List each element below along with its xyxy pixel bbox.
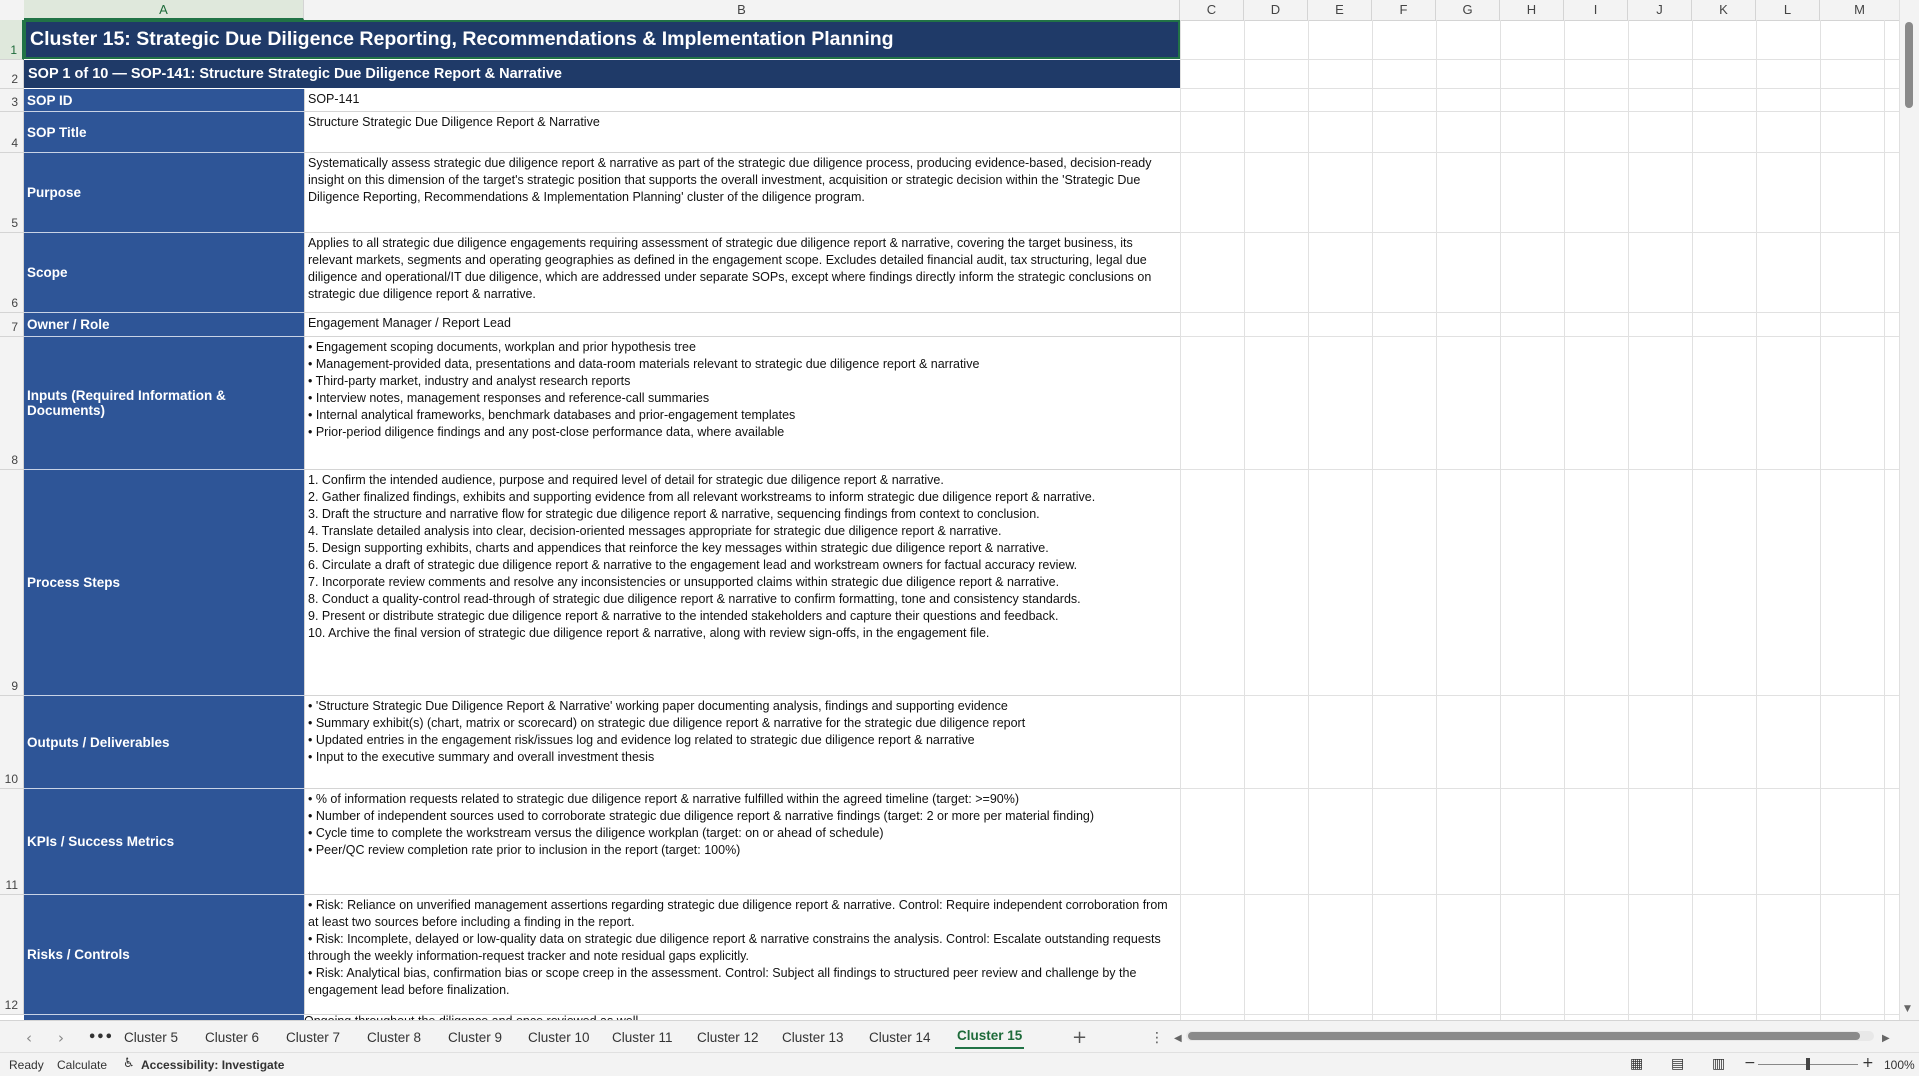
tab-cluster-12[interactable]: Cluster 12 [697,1030,759,1045]
value-risks-controls[interactable]: • Risk: Reliance on unverified management assertions regarding strategic due diligence report & narrative. Control: Require independent corroboration from at least two sources before including a finding in the report. • Risk: Incomplete, delayed or low-quality data on strategic due diligence report & narrative constrains the analysis. Control: Escalate outstanding requests through the weekly information-request tracker and note residual gaps explicitly. • Risk: Analytical bias, confirmation bias or scope creep in the assessment. Control: Subject all findings to structured peer review and challenge by the engagement lead before finalization. [304,895,1180,1015]
tab-cluster-15[interactable]: Cluster 15 [955,1025,1024,1049]
zoom-out-icon[interactable]: − [1744,1055,1756,1071]
sop-subtitle-cell[interactable]: SOP 1 of 10 — SOP-141: Structure Strategic Due Diligence Report & Narrative [24,60,1180,88]
column-header-b[interactable]: B [304,0,1180,20]
grid-line [1180,1014,1900,1015]
sheet-tab-bar [0,1020,1919,1053]
row-header-11[interactable]: 11 [0,789,24,895]
vertical-scrollbar[interactable] [1899,0,1919,1020]
chevron-right-icon[interactable]: › [58,1029,64,1047]
column-header-j[interactable]: J [1628,0,1692,20]
grid-line [1180,312,1900,313]
status-bar [0,1052,1919,1076]
label-scope[interactable]: Scope [24,233,304,313]
vertical-scroll-thumb[interactable] [1905,22,1913,108]
value-scope[interactable]: Applies to all strategic due diligence engagements requiring assessment of strategic due diligence report & narrative, covering the target business, its relevant markets, segments and operating geographies as defined in the engagement scope. Excludes detailed financial audit, tax structuring, legal due diligence and operational/IT due diligence, which are addressed under separate SOPs, except where findings directly inform the strategic conclusions on strategic due diligence report & narrative. [304,233,1180,313]
scroll-right-icon[interactable]: ▶ [1882,1033,1890,1044]
column-header-f[interactable]: F [1372,0,1436,20]
label-inputs[interactable]: Inputs (Required Information & Documents) [24,337,304,470]
column-header-g[interactable]: G [1436,0,1500,20]
label-sop-id[interactable]: SOP ID [24,89,304,112]
tab-cluster-5[interactable]: Cluster 5 [124,1030,179,1045]
column-header-m[interactable]: M [1820,0,1900,20]
horizontal-scroll-thumb[interactable] [1188,1032,1860,1040]
tab-cluster-6[interactable]: Cluster 6 [205,1030,260,1045]
row-header-8[interactable]: 8 [0,337,24,470]
zoom-slider-thumb[interactable] [1806,1058,1810,1070]
label-kpis[interactable]: KPIs / Success Metrics [24,789,304,895]
empty-grid-area[interactable] [1180,20,1900,1020]
column-header-i[interactable]: I [1564,0,1628,20]
grid-line [1180,59,1900,60]
zoom-in-icon[interactable]: + [1862,1055,1874,1071]
column-header-h[interactable]: H [1500,0,1564,20]
row-header-6[interactable]: 6 [0,233,24,313]
column-header-k[interactable]: K [1692,0,1756,20]
ellipsis-icon[interactable]: ••• [88,1030,113,1045]
grid-view-icon[interactable]: ▦ [1630,1056,1644,1072]
column-header-a[interactable]: A [24,0,304,20]
grid-line [1180,88,1900,89]
row-header-10[interactable]: 10 [0,696,24,789]
value-process-steps[interactable]: 1. Confirm the intended audience, purpose and required level of detail for strategic due diligence report & narrative. 2. Gather finalized findings, exhibits and supporting evidence from all relevant workstreams to inform strategic due diligence report & narrative. 3. Draft the structure and narrative flow for strategic due diligence report & narrative, sequencing findings from context to conclusion. 4. Translate detailed analysis into clear, decision-oriented messages appropriate for strategic due diligence report & narrative. 5. Design supporting exhibits, charts and appendices that reinforce the key messages within strategic due diligence report & narrative. 6. Circulate a draft of strategic due diligence report & narrative to the engagement lead and workstream owners for factual accuracy review. 7. Incorporate review comments and resolve any inconsistencies or unsupported claims within strategic due diligence report & narrative. 8. Conduct a quality-control read-through of strategic due diligence report & narrative to confirm formatting, tone and consistency standards. 9. Present or distribute strategic due diligence report & narrative to the intended stakeholders and capture their questions and feedback. 10. Archive the final version of strategic due diligence report & narrative, along with review sign-offs, in the engagement file. [304,470,1180,696]
label-owner-role[interactable]: Owner / Role [24,313,304,337]
grid-line [1180,788,1900,789]
tab-cluster-11[interactable]: Cluster 11 [612,1030,673,1045]
row-header-5[interactable]: 5 [0,153,24,233]
column-header-c[interactable]: C [1180,0,1244,20]
horizontal-scrollbar[interactable] [1186,1031,1874,1041]
zoom-level[interactable]: 100% [1884,1058,1915,1072]
row-header-2[interactable]: 2 [0,60,24,89]
label-risks-controls[interactable]: Risks / Controls [24,895,304,1015]
label-sop-title[interactable]: SOP Title [24,112,304,153]
row-header-9[interactable]: 9 [0,470,24,696]
row-header-7[interactable]: 7 [0,313,24,337]
grid-line [1180,695,1900,696]
tab-cluster-7[interactable]: Cluster 7 [286,1030,341,1045]
status-ready: Ready [9,1058,44,1072]
column-header-e[interactable]: E [1308,0,1372,20]
scroll-left-icon[interactable]: ◀ [1174,1033,1182,1044]
status-calculate-button[interactable]: Calculate [57,1058,108,1072]
row-header-1[interactable]: 1 [0,20,24,60]
grid-line [1180,336,1900,337]
row-header-12[interactable]: 12 [0,895,24,1015]
label-process-steps[interactable]: Process Steps [24,470,304,696]
label-outputs[interactable]: Outputs / Deliverables [24,696,304,789]
value-sop-id[interactable]: SOP-141 [304,89,1180,112]
tab-cluster-8[interactable]: Cluster 8 [367,1030,422,1045]
scroll-down-icon[interactable]: ▼ [1904,1004,1911,1014]
grid-line [1180,152,1900,153]
accessibility-icon: ♿ [123,1056,135,1071]
page-layout-icon[interactable]: ▤ [1671,1056,1685,1072]
grid-line [1180,111,1900,112]
value-kpis[interactable]: • % of information requests related to strategic due diligence report & narrative fulfilled within the agreed timeline (target: >=90%) • Number of independent sources used to corroborate strategic due diligence report & narrative findings (target: 2 or more per material finding) • Cycle time to complete the workstream versus the diligence workplan (target: on or ahead of schedule) • Peer/QC review completion rate prior to inclusion in the report (target: 100%) [304,789,1180,895]
row-header-3[interactable]: 3 [0,89,24,112]
value-sop-title[interactable]: Structure Strategic Due Diligence Report & Narrative [304,112,1180,153]
accessibility-status-button[interactable]: Accessibility: Investigate [141,1058,285,1072]
sheet-title-cell[interactable]: Cluster 15: Strategic Due Diligence Reporting, Recommendations & Implementation Planning [24,20,1180,59]
chevron-left-icon[interactable]: ‹ [26,1029,32,1047]
tab-cluster-13[interactable]: Cluster 13 [782,1030,844,1045]
select-all-corner[interactable] [0,0,25,20]
value-purpose[interactable]: Systematically assess strategic due diligence report & narrative as part of the strategic due diligence process, producing evidence-based, decision-ready insight on this dimension of the target's strategic position that supports the overall investment, acquisition or strategic decision within the 'Strategic Due Diligence Reporting, Recommendations & Implementation Planning' cluster of the diligence program. [304,153,1180,233]
column-header-l[interactable]: L [1756,0,1820,20]
tab-cluster-10[interactable]: Cluster 10 [528,1030,590,1045]
row-header-4[interactable]: 4 [0,112,24,153]
label-purpose[interactable]: Purpose [24,153,304,233]
column-header-d[interactable]: D [1244,0,1308,20]
value-inputs[interactable]: • Engagement scoping documents, workplan and prior hypothesis tree • Management-provided data, presentations and data-room materials relevant to strategic due diligence report & narrative • Third-party market, industry and analyst research reports • Interview notes, management responses and reference-call summaries • Internal analytical frameworks, benchmark databases and prior-engagement templates • Prior-period diligence findings and any post-close performance data, where available [304,337,1180,470]
grid-line [1180,894,1900,895]
tab-cluster-14[interactable]: Cluster 14 [869,1030,931,1045]
grid-line [1180,232,1900,233]
vertical-dots-icon[interactable]: ⋮ [1150,1030,1164,1046]
tab-cluster-9[interactable]: Cluster 9 [448,1030,503,1045]
grid-line [1180,469,1900,470]
page-break-icon[interactable]: ▥ [1712,1056,1726,1072]
value-owner-role[interactable]: Engagement Manager / Report Lead [304,313,1180,337]
column-header-bar [0,0,1900,21]
plus-icon[interactable]: + [1072,1027,1088,1048]
value-outputs[interactable]: • 'Structure Strategic Due Diligence Report & Narrative' working paper documenting analysis, findings and supporting evidence • Summary exhibit(s) (chart, matrix or scorecard) on strategic due diligence report & narrative for the strategic due diligence report • Updated entries in the engagement risk/issues log and evidence log related to strategic due diligence report & narrative • Input to the executive summary and overall investment thesis [304,696,1180,789]
